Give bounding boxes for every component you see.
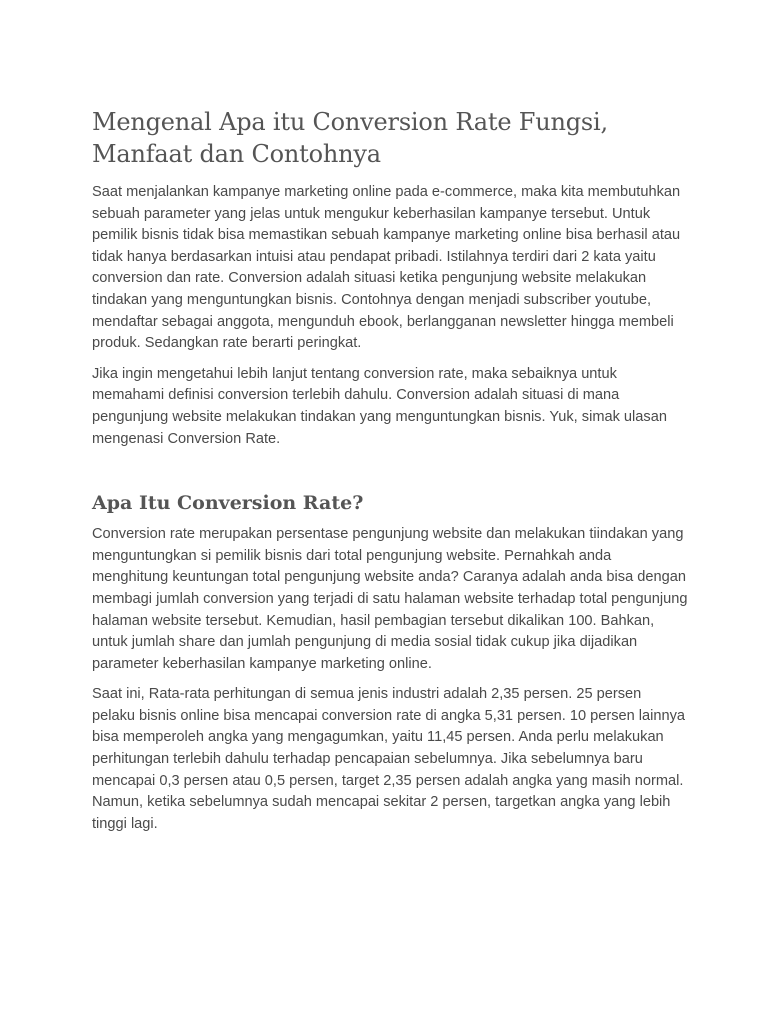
intro-paragraph-2: Jika ingin mengetahui lebih lanjut tentang conversion rate, maka sebaiknya untuk memahami definisi conversion terlebih dahulu. Conversion adalah situasi di mana pengunjung website melakukan tindakan yang menguntungkan bisnis. Yuk, simak ulasan mengenasi Conversion Rate. — [92, 365, 667, 447]
section-heading: Apa Itu Conversion Rate? — [92, 492, 364, 515]
section-paragraph-2: Saat ini, Rata-rata perhitungan di semua jenis industri adalah 2,35 persen. 25 persen pelaku bisnis online bisa mencapai conversion rate di angka 5,31 persen. 10 persen lainnya bisa memperoleh angka yang mengagumkan, yaitu 11,45 persen. Anda perlu melakukan perhitungan terlebih dahulu terhadap pencapaian sebelumnya. Jika sebelumnya baru mencapai 0,3 persen atau 0,5 persen, target 2,35 persen adalah angka yang masih normal. Namun, ketika sebelumnya sudah mencapai sekitar 2 persen, targetkan angka yang lebih tinggi lagi. — [92, 686, 686, 832]
document-content — [92, 106, 688, 844]
intro-paragraph-1: Saat menjalankan kampanye marketing online pada e-commerce, maka kita membutuhkan sebuah parameter yang jelas untuk mengukur keberhasilan kampanye tersebut. Untuk pemilik bisnis tidak bisa memastikan sebuah kampanye marketing online bisa berhasil atau tidak hanya berdasarkan intuisi atau pendapat pribadi. Istilahnya terdiri dari 2 kata yaitu conversion dan rate. Conversion adalah situasi ketika pengunjung website melakukan tindakan yang menguntungkan bisnis. Contohnya dengan menjadi subscriber youtube, mendaftar sebagai anggota, mengunduh ebook, berlangganan newsletter hingga membeli produk. Sedangkan rate berarti peringkat. — [92, 184, 681, 352]
section-paragraph-1: Conversion rate merupakan persentase pengunjung website dan melakukan tiindakan yang menguntungkan si pemilik bisnis dari total pengunjung website. Pernahkah anda menghitung keuntungan total pengunjung website anda? Caranya adalah anda bisa dengan membagi jumlah conversion yang terjadi di satu halaman website terhadap total pengunjung halaman website tersebut. Kemudian, hasil pembagian tersebut dikalikan 100. Bahkan, untuk jumlah share dan jumlah pengunjung di media sosial tidak cukup jika dijadikan parameter keberhasilan kampanye marketing online. — [92, 526, 688, 672]
document-title: Mengenal Apa itu Conversion Rate Fungsi, Manfaat dan Contohnya — [92, 108, 608, 168]
